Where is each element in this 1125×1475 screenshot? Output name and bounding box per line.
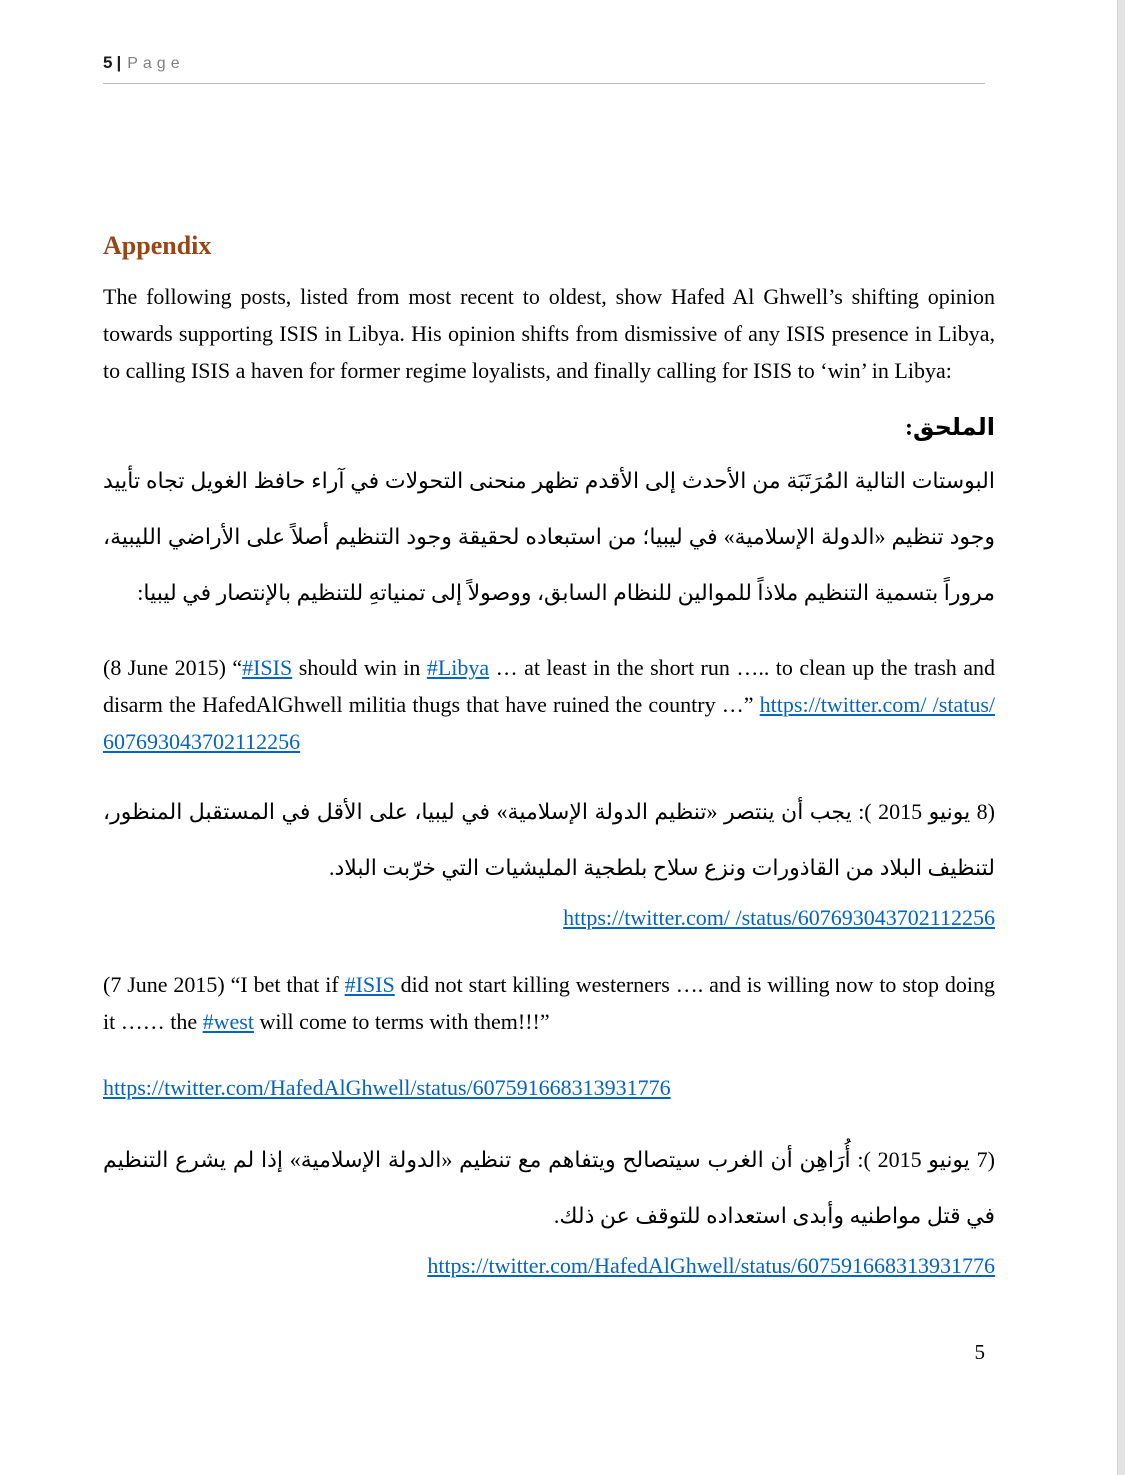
footer-page-number: 5 [974,1340,985,1364]
tweet-url-link[interactable]: https://twitter.com/HafedAlGhwell/status/607591668313931776 [427,1253,995,1278]
post-8june-en [103,649,995,760]
post-8june-ar: (8 يونيو 2015 ): يجب أن ينتصر «تنظيم الدولة الإسلامية» في ليبيا، على الأقل في المستقبل المنظور، لتنظيف البلاد من القاذورات ونزع سلاح بلطجية المليشيات التي خرّبت البلاد. [103,799,995,880]
arabic-intro-paragraph: البوستات التالية المُرَتَبَة من الأحدث إلى الأقدم تظهر منحنى التحولات في آراء حافظ الغويل تجاه تأييد وجود تنظيم «الدولة الإسلامية» في ليبيا؛ من استبعاده لحقيقة وجود التنظيم أصلاً على الأراضي الليبية، مروراً بتسمية التنظيم ملاذاً للموالين للنظام السابق، ووصولاً إلى تمنياتهِ للتنظيم بالإنتصار في ليبيا: [103,468,995,605]
tweet-url-link[interactable]: https://twitter.com/HafedAlGhwell/status/607591668313931776 [103,1075,671,1100]
post-text: … at least in the short run ….. to clean up the trash and disarm the HafedAlGhwell militia thugs that have ruined the country …” [103,655,995,717]
header-page-number: 5 [103,53,113,72]
arabic-appendix-heading: الملحق: [904,415,995,441]
hashtag-isis-link[interactable]: #ISIS [344,972,395,997]
post-text: did not start killing westerners …. and is willing now to stop doing it …… the [103,972,995,1034]
post-text: will come to terms with them!!!” [253,1009,550,1034]
document-body [103,230,995,1286]
appendix-intro-paragraph: The following posts, listed from most recent to oldest, show Hafed Al Ghwell’s shifting opinion towards supporting ISIS in Libya. His opinion shifts from dismissive of any ISIS presence in Libya, to calling ISIS a haven for former regime loyalists, and finally calling for ISIS to ‘win’ in Libya: [103,284,995,383]
post-text: should win in [292,655,427,680]
appendix-heading: Appendix [103,231,212,260]
post-text: (8 June 2015) “ [103,655,243,680]
header-separator: | [116,53,122,72]
hashtag-libya-link[interactable]: #Libya [426,655,490,680]
page-edge-strip [1117,0,1125,1475]
header-page-label: Page [127,55,185,72]
page-footer [975,1340,986,1365]
hashtag-west-link[interactable]: #west [202,1009,254,1034]
tweet-url-link[interactable]: https://twitter.com/ /status/607693043702112256 [563,905,995,930]
post-7june-en [103,966,995,1040]
post-text: (7 June 2015) “I bet that if [103,972,345,997]
post-7june-ar-link-line [103,1246,995,1286]
hashtag-isis-link[interactable]: #ISIS [242,655,293,680]
tweet-url-link[interactable]: https://twitter.com/ /status/607693043702112256 [103,692,995,754]
page-header [103,0,985,84]
post-7june-en-link-line [103,1068,995,1108]
post-8june-ar-link-line [103,898,995,938]
post-7june-ar: (7 يونيو 2015 ): أُرَاهِن أن الغرب سيتصالح ويتفاهم مع تنظيم «الدولة الإسلامية» إذا لم يشرع التنظيم في قتل مواطنيه وأبدى استعداده للتوقف عن ذلك. [103,1147,995,1228]
